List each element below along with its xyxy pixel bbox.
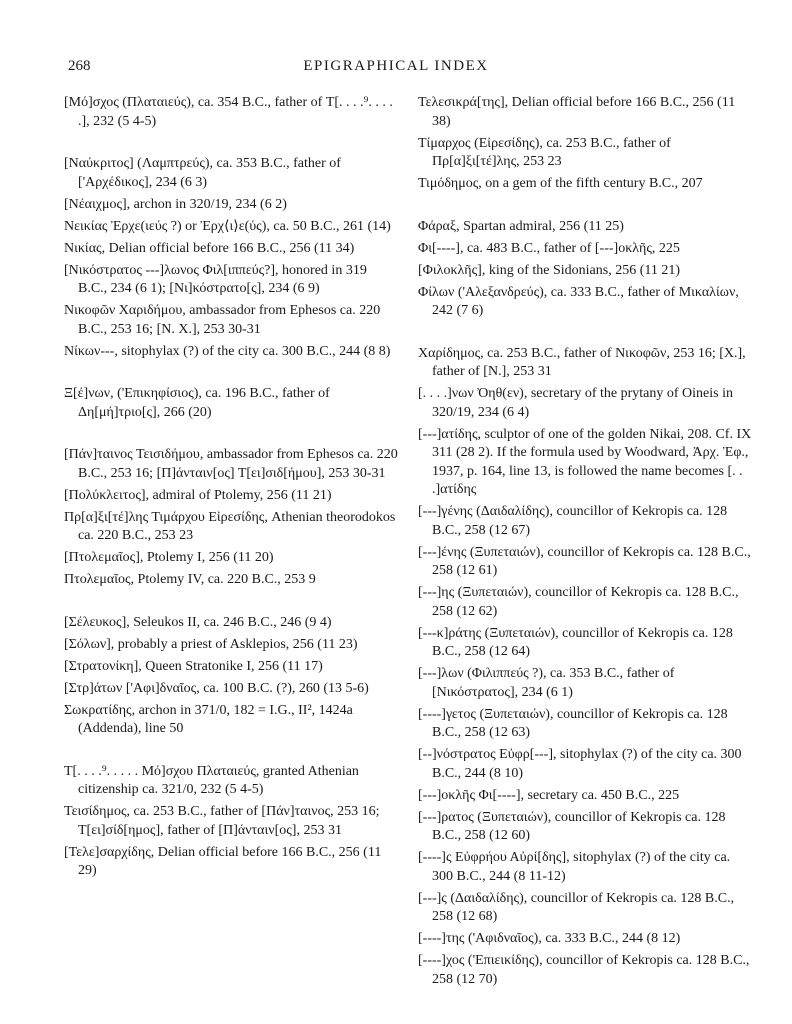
index-entry: Φίλων ('Αλεξανδρεύς), ca. 333 B.C., father of Μικαλίων, 242 (7 6) (418, 284, 739, 318)
index-entry: [Πάν]ταινος Τεισιδήμου, ambassador from Ephesos ca. 220 B.C., 253 16; [Π]άνταιν[ος] Τ[ει]σιδ[ήμου], 253 30-31 (64, 447, 398, 481)
index-entry: Νίκων---, sitophylax (?) of the city ca. 300 B.C., 244 (8 8) (64, 343, 391, 359)
running-title: EPIGRAPHICAL INDEX (303, 58, 489, 74)
right-column (418, 94, 752, 993)
index-entry: Φάραξ, Spartan admiral, 256 (11 25) (418, 218, 624, 234)
index-entry: [Πτολεμαῖος], Ptolemy I, 256 (11 20) (64, 550, 274, 565)
left-column (64, 94, 398, 884)
index-entry: [--]νόστρατος Εὐφρ[---], sitophylax (?) of the city ca. 300 B.C., 244 (8 10) (418, 747, 742, 781)
index-entry: [Τελε]σαρχίδης, Delian official before 166 B.C., 256 (11 29) (64, 844, 382, 878)
index-entry: Τελεσικρά[της], Delian official before 166 B.C., 256 (11 38) (418, 95, 736, 129)
index-entry: Τίμαρχος (Εἰρεσίδης), ca. 253 B.C., father of Πρ[α]ξι[τέ]λης, 253 23 (418, 135, 671, 169)
index-entry: Πτολεμαῖος, Ptolemy IV, ca. 220 B.C., 253 9 (64, 572, 316, 587)
index-entry: [Σόλων], probably a priest of Asklepios, 256 (11 23) (64, 636, 358, 652)
index-entry: [Στρατονίκη], Queen Stratonike I, 256 (11 17) (64, 658, 323, 674)
index-entry: [----]χος ('Επιεικίδης), councillor of Kekropis ca. 128 B.C., 258 (12 70) (418, 953, 750, 987)
index-entry: [Ναύκριτος] (Λαμπτρεύς), ca. 353 B.C., father of ['Αρχέδικος], 234 (6 3) (64, 156, 341, 190)
index-entry: [Νικόστρατος ---]λωνος Φιλ[ιππεύς?], honored in 319 B.C., 234 (6 1); [Νι]κόστρατο[ς], 234 (6 9) (64, 262, 367, 296)
index-entry: Χαρίδημος, ca. 253 B.C., father of Νικοφῶν, 253 16; [X.], father of [N.], 253 31 (418, 345, 746, 379)
index-entry: [---]λων (Φιλιππεύς ?), ca. 353 B.C., father of [Νικόστρατος], 234 (6 1) (418, 666, 675, 700)
index-entry: [----]της ('Αφιδναῖος), ca. 333 B.C., 244 (8 12) (418, 931, 681, 946)
index-entry: Φι[----], ca. 483 B.C., father of [---]οκλῆς, 225 (418, 240, 680, 256)
page-number: 268 (68, 58, 91, 74)
index-entry: Τιμόδημος, on a gem of the fifth century B.C., 207 (418, 176, 703, 191)
index-entry: [---]ρατος (Ξυπεταιών), councillor of Kekropis ca. 128 B.C., 258 (12 60) (418, 809, 726, 843)
index-entry: Τεισίδημος, ca. 253 B.C., father of [Πάν]ταινος, 253 16; Τ[ει]σίδ[ημος], father of [Π]άνταιν[ος], 253 31 (64, 804, 380, 838)
index-entry: [. . . .]νων Ὀηθ(εν), secretary of the prytany of Oineis in 320/19, 234 (6 4) (418, 386, 733, 420)
index-entry: Νικίας, Delian official before 166 B.C., 256 (11 34) (64, 240, 355, 256)
index-entry: [---]ατίδης, sculptor of one of the golden Nikai, 208. Cf. IX 311 (28 2). If the formula used by Woodward, Ἀρχ. Ἐφ., 1937, p. 164, line 13, is followed the name becomes [. . .]ατίδης (418, 426, 752, 497)
index-entry: [Πολύκλειτος], admiral of Ptolemy, 256 (11 21) (64, 487, 332, 503)
index-entry: [---]οκλῆς Φι[----], secretary ca. 450 B.C., 225 (418, 787, 680, 803)
index-entry: [Σέλευκος], Seleukos II, ca. 246 B.C., 246 (9 4) (64, 614, 332, 630)
index-entry: Νεικίας Ἐρχε(ιεύς ?) or Ἐρχ⟨ι⟩ε(ύς), ca. 50 B.C., 261 (14) (64, 218, 391, 234)
index-entry: Ξ[έ]νων, ('Επικηφίσιος), ca. 196 B.C., father of Δη[μή]τριο[ς], 266 (20) (64, 386, 330, 420)
index-entry: [---]ης (Ξυπεταιών), councillor of Kekropis ca. 128 B.C., 258 (12 62) (418, 585, 739, 619)
index-entry: [---κ]ράτης (Ξυπεταιών), councillor of Kekropis ca. 128 B.C., 258 (12 64) (418, 625, 733, 659)
index-entry: [Μό]σχος (Πλαταιεύς), ca. 354 B.C., father of Τ[. . . .⁹. . . . .], 232 (5 4-5) (64, 95, 393, 129)
index-entry: Πρ[α]ξι[τέ]λης Τιμάρχου Εἰρεσίδης, Athenian theorodokos ca. 220 B.C., 253 23 (64, 509, 396, 543)
index-entry: Σωκρατίδης, archon in 371/0, 182 = I.G., II², 1424a (Addenda), line 50 (64, 702, 353, 736)
index-entry: [Φιλοκλῆς], king of the Sidonians, 256 (11 21) (418, 262, 681, 278)
index-entry: [---]γένης (Δαιδαλίδης), councillor of Kekropis ca. 128 B.C., 258 (12 67) (418, 504, 728, 538)
index-entry: [---]ς (Δαιδαλίδης), councillor of Kekropis ca. 128 B.C., 258 (12 68) (418, 890, 735, 924)
index-entry: Τ[. . . .⁹. . . . . Μό]σχου Πλαταιεύς, granted Athenian citizenship ca. 321/0, 232 (5 4-5) (64, 763, 359, 797)
index-entry: [----]γετος (Ξυπεταιών), councillor of Kekropis ca. 128 B.C., 258 (12 63) (418, 706, 728, 740)
index-entry: [Στρ]άτων ['Αφι]δναῖος, ca. 100 B.C. (?), 260 (13 5-6) (64, 680, 369, 696)
index-entry: Νικοφῶν Χαριδήμου, ambassador from Ephesos ca. 220 B.C., 253 16; [N. X.], 253 30-31 (64, 303, 381, 337)
index-entry: [----]ς Εὐφρήου Αὐρί[δης], sitophylax (?) of the city ca. 300 B.C., 244 (8 11-12) (418, 850, 731, 884)
index-entry: [Νέαιχμος], archon in 320/19, 234 (6 2) (64, 196, 287, 212)
index-entry: [---]ένης (Ξυπεταιών), councillor of Kekropis ca. 128 B.C., 258 (12 61) (418, 544, 751, 578)
